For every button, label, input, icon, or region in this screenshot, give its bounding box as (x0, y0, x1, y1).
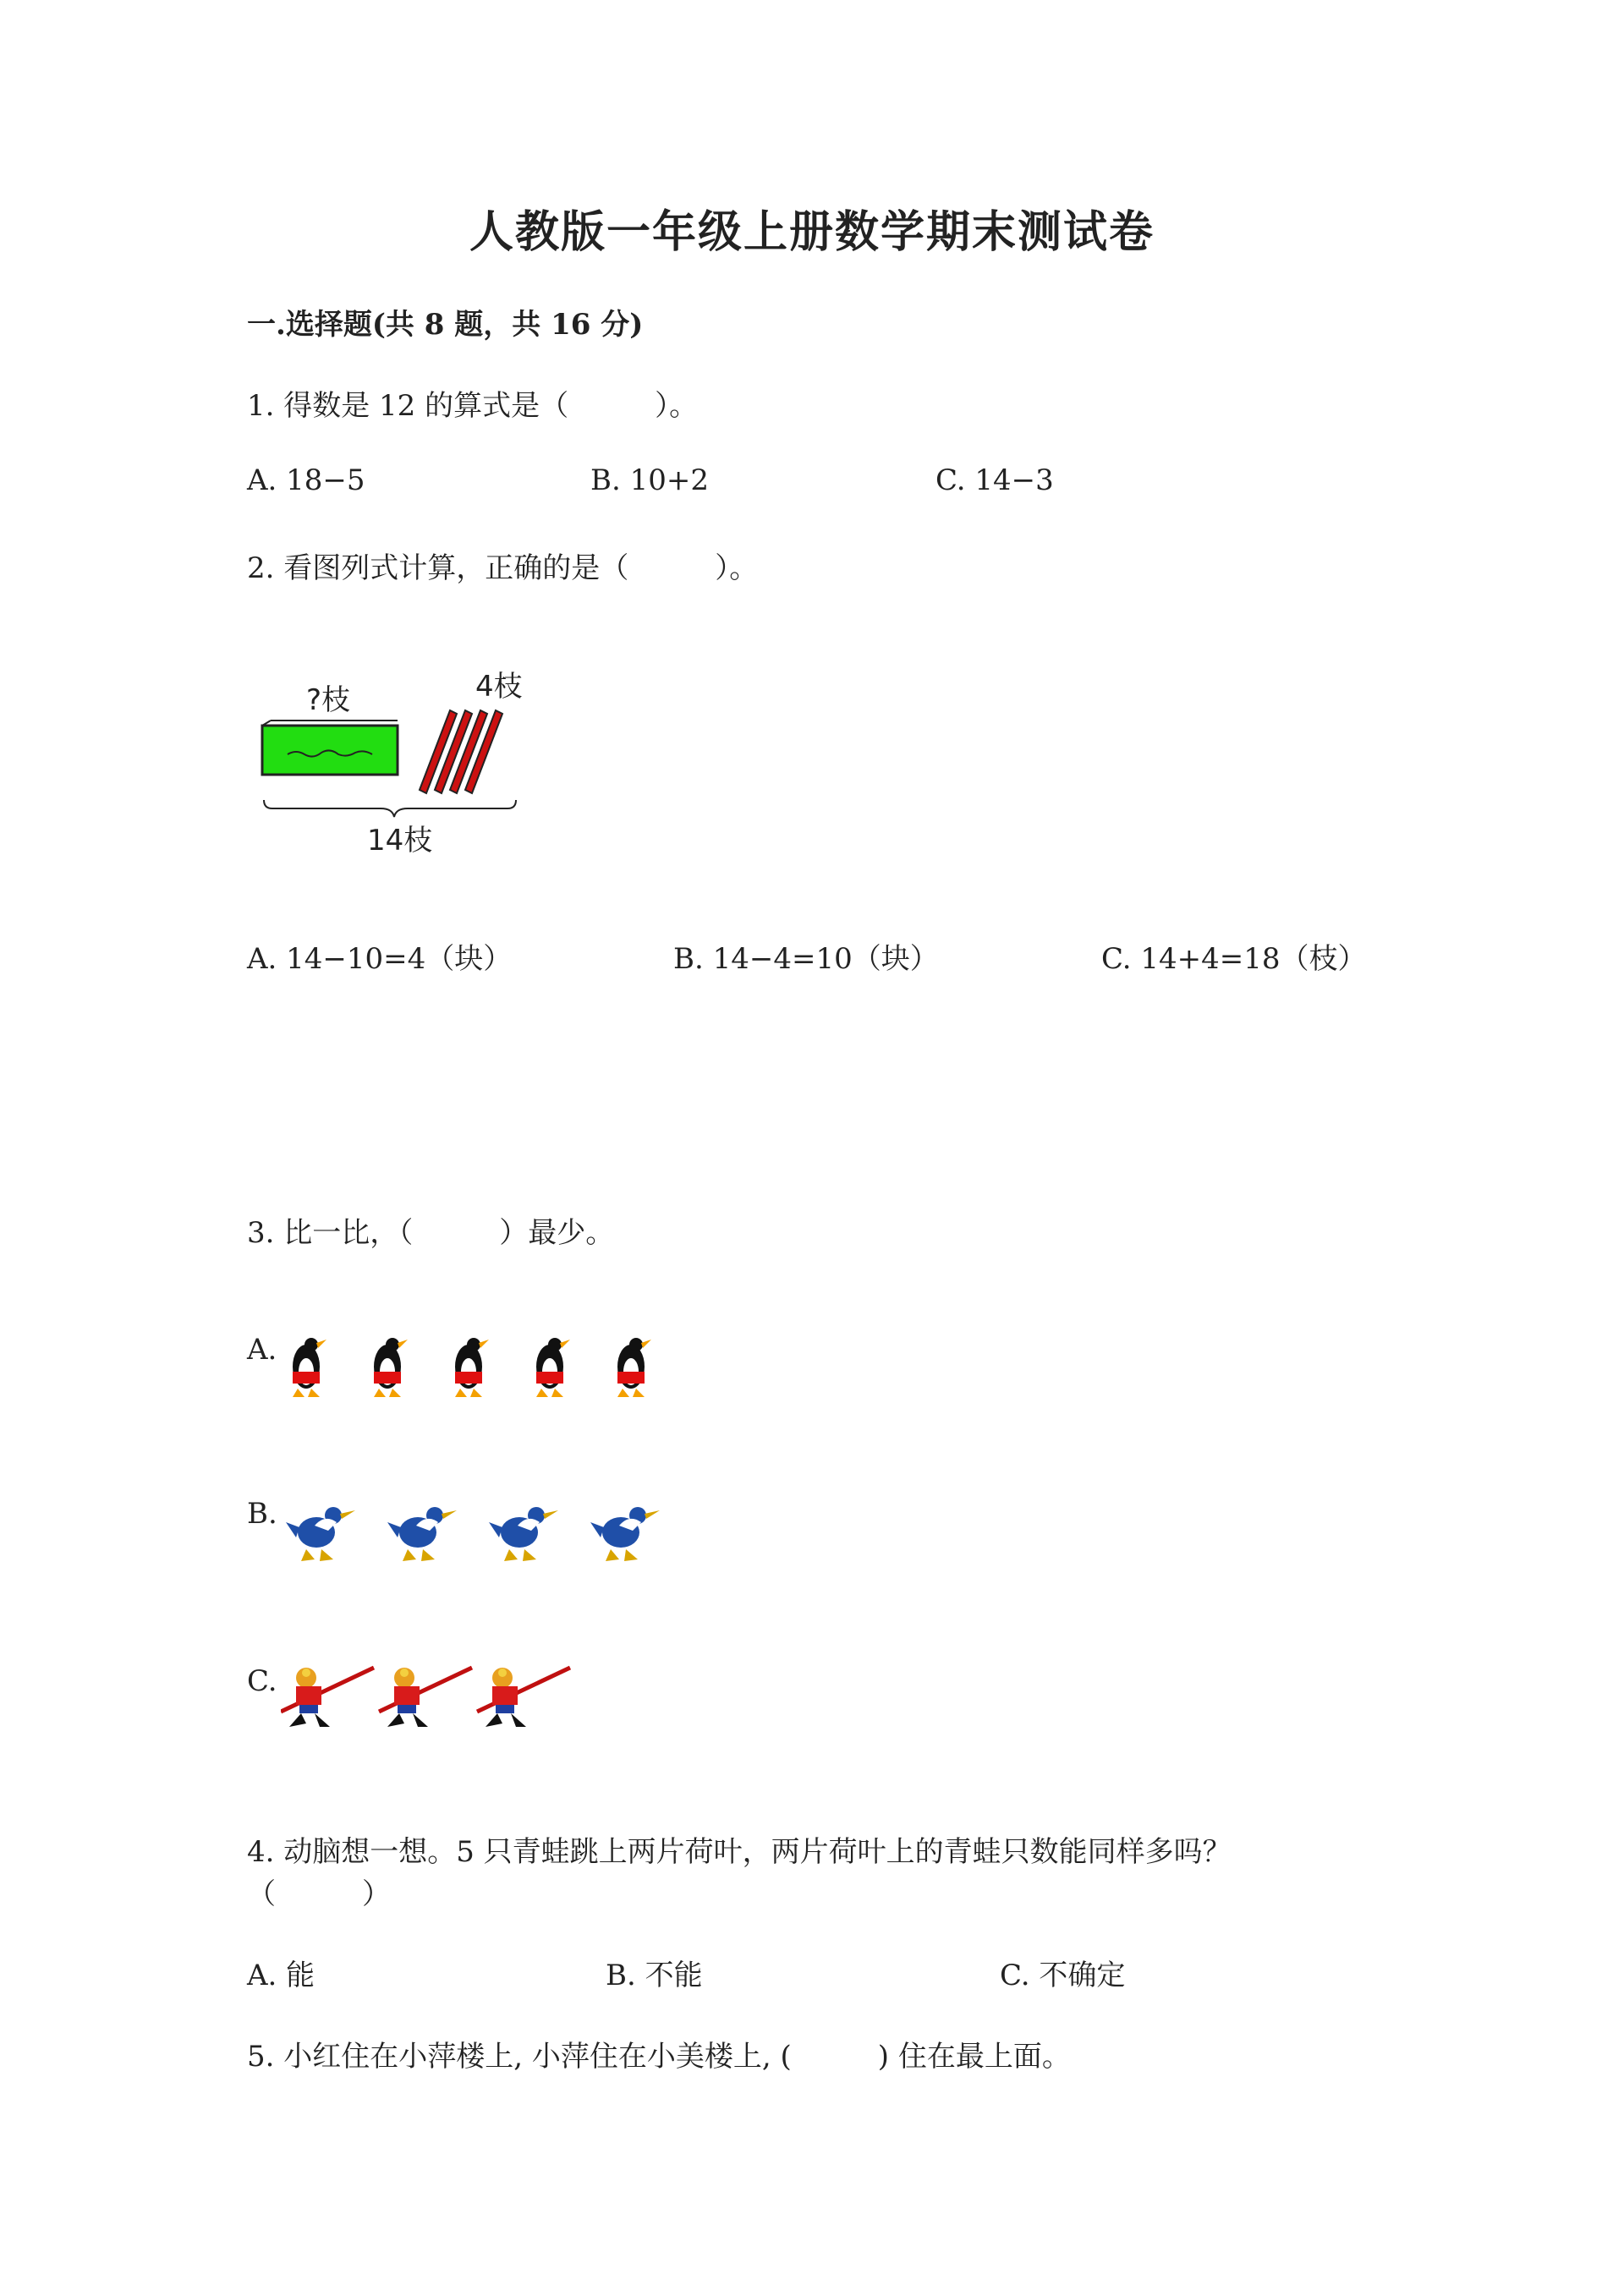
page-title: 人教版一年级上册数学期末测试卷 (469, 206, 1155, 258)
question-3-option-c-label[interactable]: C. (247, 1664, 277, 1698)
section-heading: 一.选择题(共 8 题，共 16 分) (247, 308, 644, 342)
question-2-option-c[interactable]: C. 14+4=18（枝） (1101, 942, 1367, 976)
question-2-stem: 2. 看图列式计算，正确的是（ ）。 (247, 551, 759, 585)
question-4-option-c[interactable]: C. 不确定 (1000, 1959, 1126, 1992)
question-3-option-b-icons (286, 1493, 683, 1570)
monkey-king-icon (281, 1656, 602, 1732)
unknown-count-label: ?枝 (306, 683, 351, 717)
question-5-stem: 5. 小红住在小萍楼上, 小萍住在小美楼上, ( ) 住在最上面。 (247, 2040, 1071, 2074)
question-4-answer-blank[interactable]: （ ） (247, 1877, 391, 1911)
known-count-label: 4枝 (475, 670, 523, 704)
question-1-stem: 1. 得数是 12 的算式是（ ）。 (247, 389, 699, 423)
question-4-stem: 4. 动脑想一想。5 只青蛙跳上两片荷叶，两片荷叶上的青蛙只数能同样多吗？ (247, 1835, 1232, 1869)
question-1-option-c[interactable]: C. 14−3 (935, 463, 1054, 497)
question-3-option-c-icons (281, 1656, 602, 1732)
question-2-option-a[interactable]: A. 14−10=4（块） (247, 942, 513, 976)
bird-icon (286, 1493, 683, 1570)
question-2-option-b[interactable]: B. 14−4=10（块） (673, 942, 939, 976)
penguin-icon (281, 1329, 687, 1406)
question-4-option-a[interactable]: A. 能 (247, 1959, 315, 1992)
question-3-option-a-icons (281, 1329, 687, 1406)
question-4-option-b[interactable]: B. 不能 (606, 1959, 703, 1992)
pencil-box-and-pencils-icon (254, 702, 558, 820)
question-3-stem: 3. 比一比，（ ）最少。 (247, 1216, 615, 1250)
question-3-option-b-label[interactable]: B. (247, 1497, 277, 1531)
question-1-option-a[interactable]: A. 18−5 (247, 463, 365, 497)
question-3-option-a-label[interactable]: A. (247, 1333, 277, 1367)
pencil-figure (254, 651, 558, 863)
question-1-option-b[interactable]: B. 10+2 (590, 463, 709, 497)
total-count-label: 14枝 (367, 824, 433, 858)
